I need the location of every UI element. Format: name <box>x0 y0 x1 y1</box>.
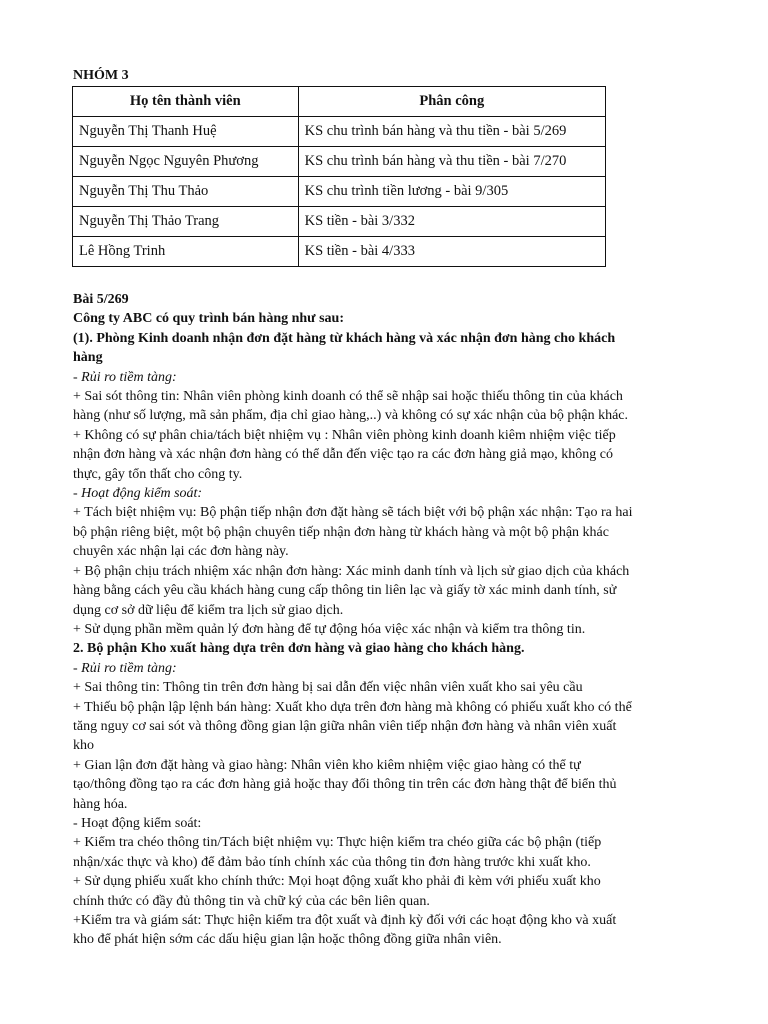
text-line: Bài 5/269 <box>73 292 129 307</box>
member-name-cell: Nguyễn Thị Thanh Huệ <box>73 117 299 147</box>
table-row <box>73 147 606 177</box>
text-line: + Gian lận đơn đặt hàng và giao hàng: Nhân viên kho kiêm nhiệm việc giao hàng có thể tự <box>73 757 581 773</box>
header-member-name: Họ tên thành viên <box>73 87 299 117</box>
text-line: +Kiểm tra và giám sát: Thực hiện kiểm tra đột xuất và định kỳ đối với các hoạt động kho và xuất <box>73 913 617 928</box>
assignment-cell: KS chu trình bán hàng và thu tiền - bài 7/270 <box>298 147 605 177</box>
text-line: + Sai sót thông tin: Nhân viên phòng kinh doanh có thể sẽ nhập sai hoặc thiếu thông tin của khách <box>73 389 623 405</box>
text-line: + Không có sự phân chia/tách biệt nhiệm vụ : Nhân viên phòng kinh doanh kiêm nhiệm việc tiếp <box>73 427 616 443</box>
text-line: - Rủi ro tiềm tàng: <box>73 369 177 385</box>
member-name-cell: Lê Hồng Trinh <box>73 237 299 267</box>
text-line: + Tách biệt nhiệm vụ: Bộ phận tiếp nhận đơn đặt hàng sẽ tách biệt với bộ phận xác nhận: Tạo ra hai <box>73 505 633 521</box>
member-name-cell: Nguyễn Thị Thu Thảo <box>73 177 299 207</box>
text-line: hàng <box>73 350 103 366</box>
member-name-cell: Nguyễn Thị Thảo Trang <box>73 207 299 237</box>
text-line: + Sử dụng phiếu xuất kho chính thức: Mọi hoạt động xuất kho phải đi kèm với phiếu xuất kho <box>73 874 601 890</box>
assignment-cell: KS tiền - bài 3/332 <box>298 207 605 237</box>
text-line: dụng cơ sở dữ liệu để kiểm tra lịch sử giao dịch. <box>73 602 344 618</box>
table-row <box>73 237 606 267</box>
text-line: - Hoạt động kiểm soát: <box>73 815 202 831</box>
table-row <box>73 117 606 147</box>
text-line: bộ phận riêng biệt, một bộ phận chuyên tiếp nhận đơn hàng từ khách hàng và một bộ phận khác <box>73 524 609 540</box>
text-line: + Sai thông tin: Thông tin trên đơn hàng bị sai dẫn đến việc nhân viên xuất kho sai yêu cầu <box>73 680 583 696</box>
text-line: (1). Phòng Kinh doanh nhận đơn đặt hàng từ khách hàng và xác nhận đơn hàng cho khách <box>73 330 616 346</box>
assignment-cell: KS chu trình bán hàng và thu tiền - bài 5/269 <box>298 117 605 147</box>
text-line: thực, gây tổn thất cho công ty. <box>73 466 243 482</box>
table-row <box>73 207 606 237</box>
header-assignment: Phân công <box>298 87 605 117</box>
text-line: hàng (như số lượng, mã sản phẩm, địa chỉ giao hàng,..) và không có sự xác nhận của bộ phận khác. <box>73 408 629 424</box>
table-header-row <box>73 87 606 117</box>
text-line: + Bộ phận chịu trách nhiệm xác nhận đơn hàng: Xác minh danh tính và lịch sử giao dịch của khách <box>73 563 630 579</box>
table-row <box>73 177 606 207</box>
text-line: tạo/thông đồng tạo ra các đơn hàng giả hoặc thay đổi thông tin trên các đơn hàng thật để biển thủ <box>73 777 617 793</box>
text-line: + Thiếu bộ phận lập lệnh bán hàng: Xuất kho dựa trên đơn hàng mà không có phiếu xuất kho có thể <box>73 699 632 715</box>
text-line: + Sử dụng phần mềm quản lý đơn hàng để tự động hóa việc xác nhận và kiểm tra thông tin. <box>73 621 586 637</box>
text-line: hàng bằng cách yêu cầu khách hàng cung cấp thông tin liên lạc và giấy tờ xác minh danh tính, sử <box>73 583 617 599</box>
assignment-cell: KS chu trình tiền lương - bài 9/305 <box>298 177 605 207</box>
assignment-cell: KS tiền - bài 4/333 <box>298 237 605 267</box>
group-title: NHÓM 3 <box>73 68 129 83</box>
text-line: kho <box>73 738 94 754</box>
text-line: chuyên xác nhận lại các đơn hàng này. <box>73 544 289 560</box>
text-line: tăng nguy cơ sai sót và thông đồng gian lận giữa nhân viên tiếp nhận đơn hàng và nhân viên xuất <box>73 718 617 734</box>
text-line: 2. Bộ phận Kho xuất hàng dựa trên đơn hàng và giao hàng cho khách hàng. <box>73 641 525 657</box>
text-line: Công ty ABC có quy trình bán hàng như sau: <box>73 311 344 327</box>
text-line: kho để phát hiện sớm các dấu hiệu gian lận hoặc thông đồng giữa nhân viên. <box>73 932 502 948</box>
text-line: - Hoạt động kiểm soát: <box>73 486 203 502</box>
document-body-text <box>73 290 713 950</box>
text-line: + Kiểm tra chéo thông tin/Tách biệt nhiệm vụ: Thực hiện kiểm tra chéo giữa các bộ phận (tiếp <box>73 835 602 851</box>
member-name-cell: Nguyễn Ngọc Nguyên Phương <box>73 147 299 177</box>
text-line: hàng hóa. <box>73 796 128 812</box>
member-assignment-table <box>72 86 606 267</box>
text-line: chính thức có đầy đủ thông tin và chữ ký của các bên liên quan. <box>73 893 430 909</box>
text-line: nhận/xác thực và kho) để đảm bảo tính chính xác của thông tin đơn hàng trước khi xuất kho. <box>73 854 591 870</box>
text-line: nhận đơn hàng và xác nhận đơn hàng có thể dẫn đến việc tạo ra các đơn hàng giả mạo, không có <box>73 447 614 463</box>
text-line: - Rủi ro tiềm tàng: <box>73 660 177 676</box>
